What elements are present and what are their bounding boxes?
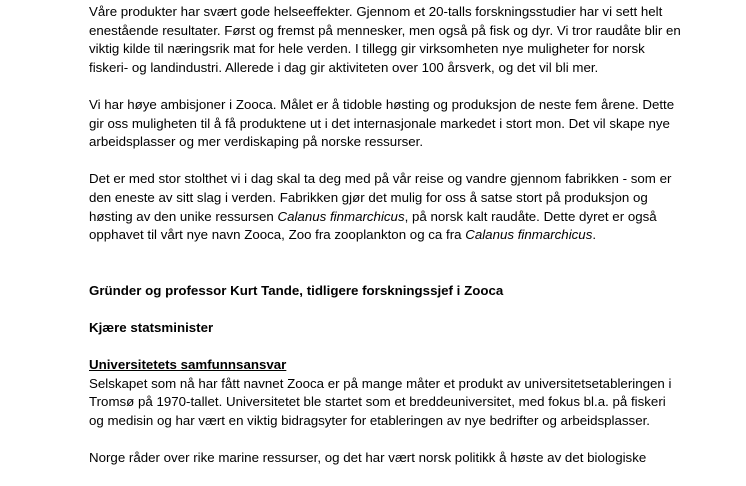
text-line: Selskapet som nå har fått navnet Zooca er på mange måter et produkt av universitetsetableringen i [89,375,672,391]
text-line [89,226,669,245]
text-line: enestående resultater. Først og fremst på mennesker, men også på fisk og dyr. Vi tror raudåte blir en [89,22,681,38]
text-line [89,208,669,227]
text-line: Tromsø på 1970-tallet. Universitetet ble startet som et breddeuniversitet, med fokus bl.a. på fiskeri [89,394,666,410]
text-run: høsting av den unike ressursen [89,208,278,224]
cutoff-paragraph [89,449,669,468]
university-section [89,356,672,430]
species-name-italic: Calanus finmarchicus [465,227,593,243]
section-title: Universitetets samfunnsansvar [89,357,287,373]
text-line: Våre produkter har svært gode helseeffekter. Gjennom et 20-talls forskningsstudier har vi sett helt [89,4,663,19]
blank-line [89,263,669,282]
text-line: Norge råder over rike marine ressurser, og det har vært norsk politikk å høste av det biologiske [89,450,647,466]
salutation: Kjære statsminister [89,320,214,336]
document-page [89,3,681,486]
text-line: viktig kilde til næringsrik mat for hele verden. I tillegg gir virksomheten nye muligheter for norsk [89,41,645,57]
text-line: og medisin og har vært en viktig bidragsyter for etableringen av nye bedrifter og arbeidsplasser. [89,413,650,429]
text-run: , på norsk kalt raudåte. Dette dyret er også [404,208,657,224]
text-line: Vi har høye ambisjoner i Zooca. Målet er å tidoble høsting og produksjon de neste fem årene. Dette [89,96,675,112]
ambition-paragraph [89,96,675,152]
text-line: arbeidsplasser og mer verdiskaping på norske ressurser. [89,134,424,150]
speaker-heading: Gründer og professor Kurt Tande, tidligere forskningssjef i Zooca [89,282,504,298]
text-line: Det er med stor stolthet vi i dag skal ta deg med på vår reise og vandre gjennom fabrikken - som er [89,171,672,187]
text-run: opphavet til vårt nye navn Zooca, Zoo fra zooplankton og ca fra [89,227,466,243]
text-line: fiskeri- og landindustri. Allerede i dag gir aktiviteten over 100 årsverk, og det vil bli mer. [89,59,599,75]
intro-paragraph [89,3,681,77]
text-line: den eneste av sitt slag i verden. Fabrikken gjør det mulig for oss å satse stort på produksjon og [89,189,648,205]
text-line: gir oss muligheten til å få produktene ut i det internasjonale markedet i stort mon. Det vil skape nye [89,115,670,131]
factory-paragraph [89,170,672,244]
species-name-italic: Calanus finmarchicus [277,208,405,224]
text-run: . [592,227,597,243]
